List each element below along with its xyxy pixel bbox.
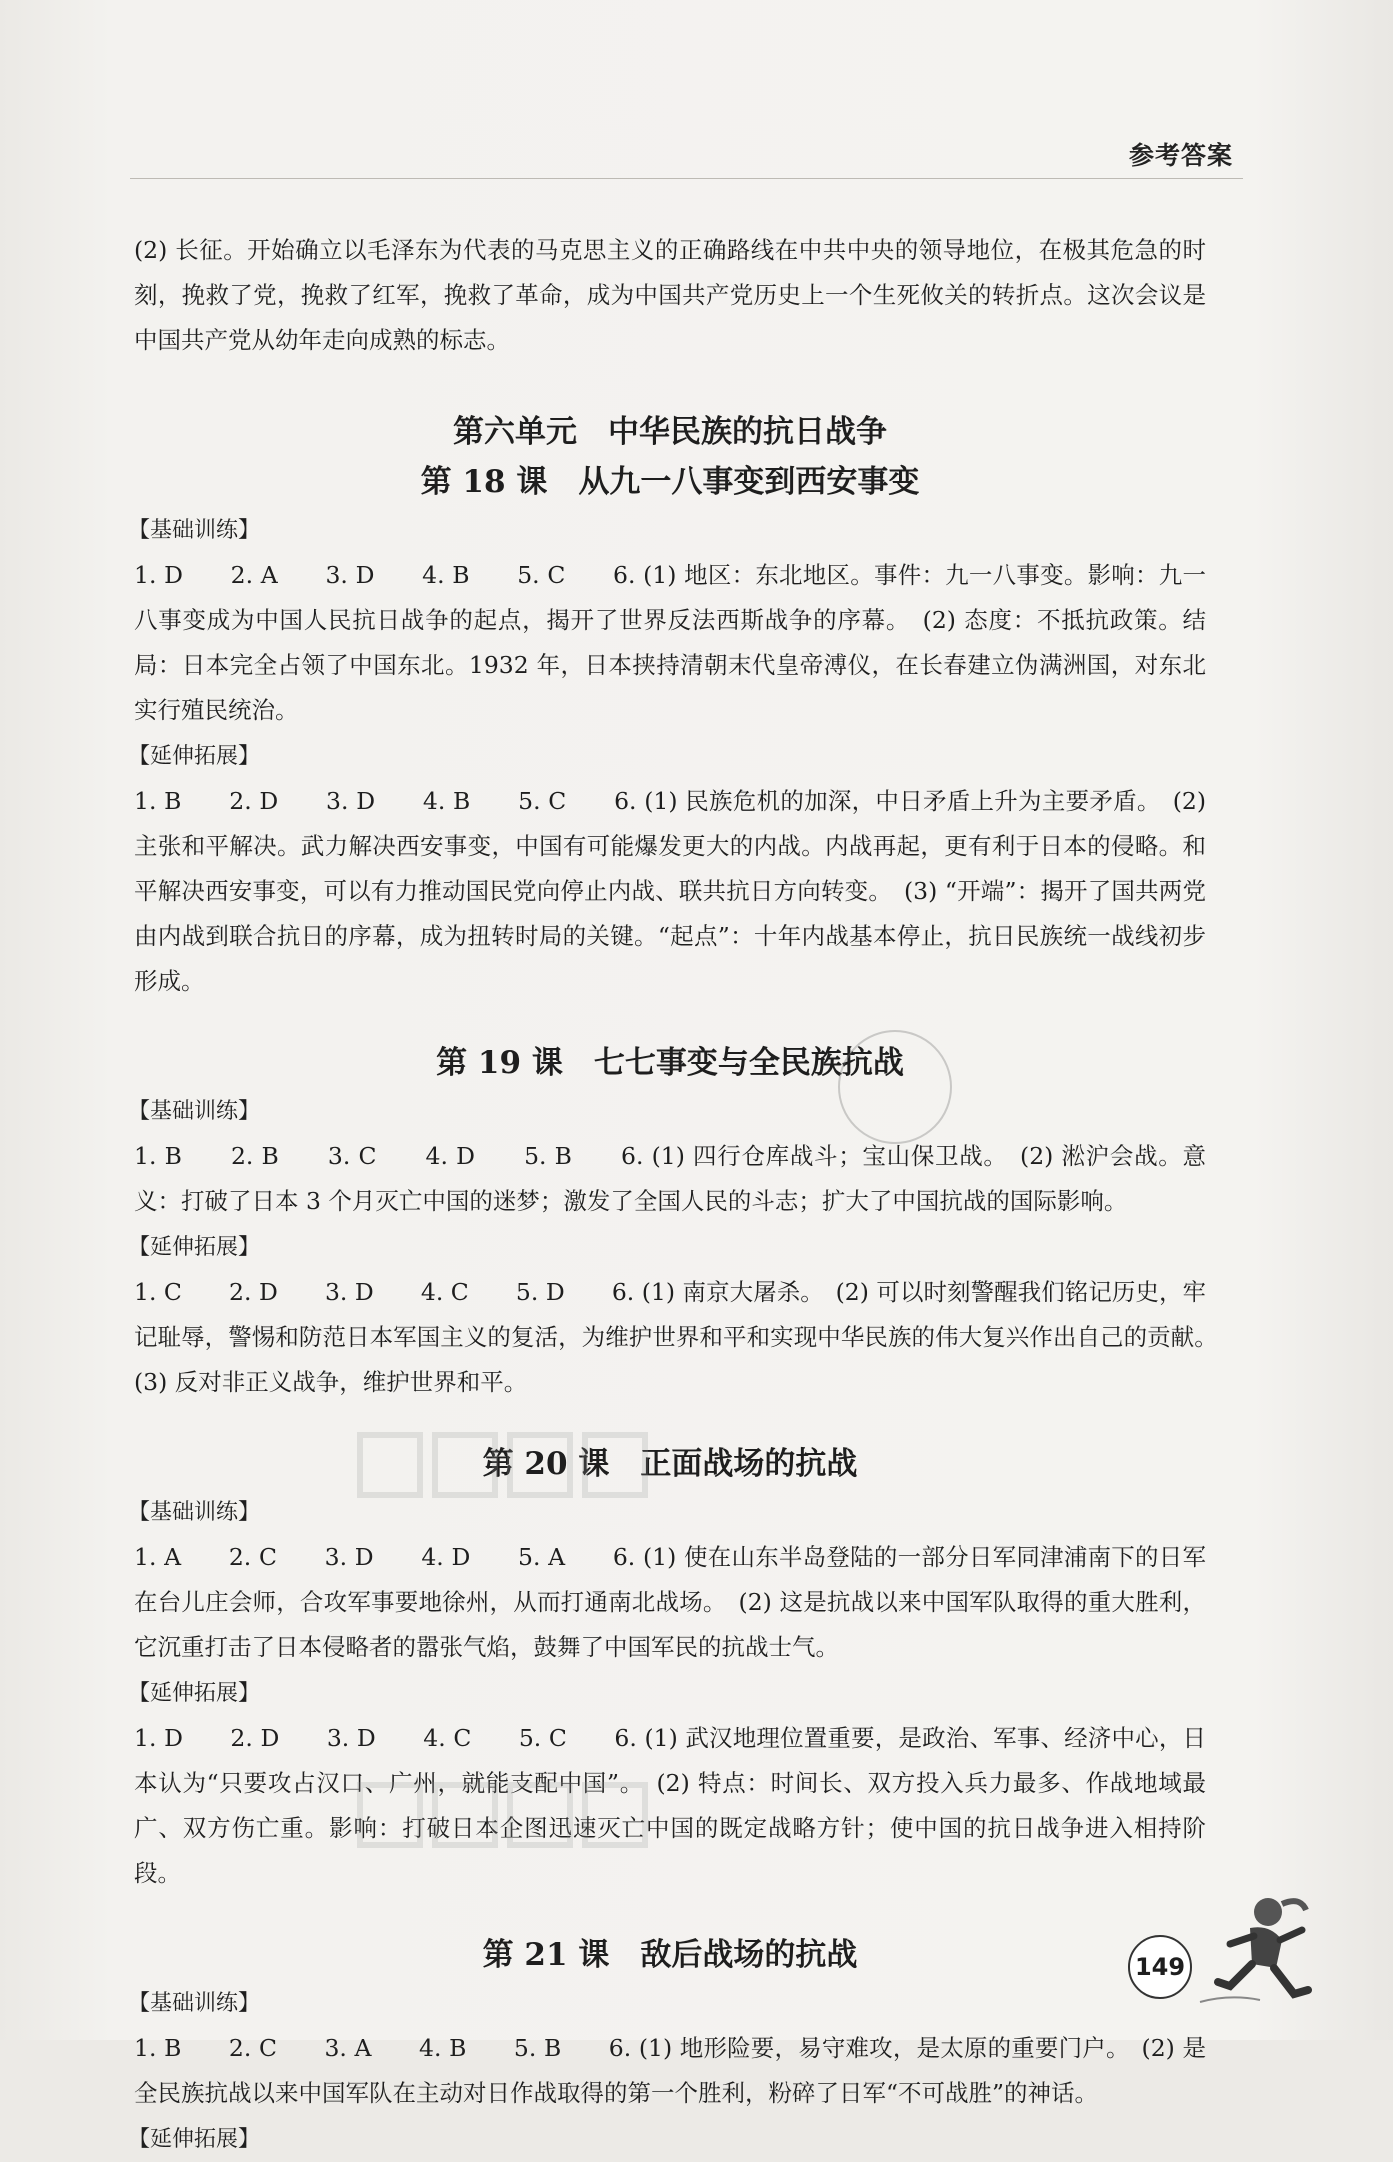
section-label-basic: 【基础训练】 (128, 1099, 261, 1124)
stamp-mark (838, 1030, 952, 1144)
section-label-extension: 【延伸拓展】 (128, 1235, 261, 1260)
lesson-title: 第 20 课 正面战场的抗战 (482, 1446, 858, 1482)
unit-title: 第六单元 中华民族的抗日战争 (453, 414, 887, 450)
section-label-basic: 【基础训练】 (128, 1500, 261, 1525)
watermark-shape (350, 1770, 650, 1879)
intro-paragraph: (2) 长征。开始确立以毛泽东为代表的马克思主义的正确路线在中共中央的领导地位，在极其危急的时刻，挽救了党，挽救了红军，挽救了革命，成为中国共产党历史上一个生死攸关的转折点。这次会议是中国共产党从幼年走向成熟的标志。 (134, 236, 1206, 354)
answer-paragraph: 1. B 2. D 3. D 4. B 5. C 6. (1) 民族危机的加深，中日矛盾上升为主要矛盾。 (2) 主张和平解决。武力解决西安事变，中国有可能爆发更大的内战。内战再起，更有利于日本的侵略。和平解决西安事变，可以有力推动国民党向停止内战、联共抗日方向转变。 (3) “开端”：揭开了国共两党由内战到联合抗日的序幕，成为扭转时局的关键。“起点”：十年内战基本停止，抗日民族统一战线初步形成。 (134, 787, 1206, 995)
section-label-extension: 【延伸拓展】 (128, 1681, 261, 1706)
watermark-shape (350, 1420, 650, 1529)
lesson-title: 第 18 课 从九一八事变到西安事变 (420, 464, 920, 500)
answer-paragraph: 1. B 2. B 3. C 4. D 5. B 6. (1) 四行仓库战斗；宝山保卫战。 (2) 淞沪会战。意义：打破了日本 3 个月灭亡中国的迷梦；激发了全国人民的斗志；扩大了中国抗战的国际影响。 (134, 1142, 1206, 1215)
watermark-glyphs (350, 1420, 650, 1510)
section-label-basic: 【基础训练】 (128, 518, 261, 543)
answer-content (128, 228, 1230, 2162)
answer-paragraph: 1. A 2. C 3. D 4. D 5. A 6. (1) 使在山东半岛登陆的一部分日军同津浦南下的日军在台儿庄会师，合攻军事要地徐州，从而打通南北战场。 (2) 这是抗战以来中国军队取得的重大胜利，它沉重打击了日本侵略者的嚣张气焰，鼓舞了中国军民的抗战士气。 (134, 1543, 1206, 1661)
watermark-glyphs (350, 1770, 650, 1860)
lesson-title: 第 19 课 七七事变与全民族抗战 (436, 1045, 904, 1081)
answer-paragraph: 1. C 2. D 3. D 4. C 5. D 6. (1) 南京大屠杀。 (2) 可以时刻警醒我们铭记历史，牢记耻辱，警惕和防范日本军国主义的复活，为维护世界和平和实现中华民族的伟大复兴作出自己的贡献。 (3) 反对非正义战争，维护世界和平。 (134, 1278, 1230, 1396)
page-number: 149 (1128, 1935, 1192, 1999)
lesson-title: 第 21 课 敌后战场的抗战 (482, 1937, 858, 1973)
answer-paragraph: 1. D 2. A 3. D 4. B 5. C 6. (1) 地区：东北地区。事件：九一八事变。影响：九一八事变成为中国人民抗日战争的起点，揭开了世界反法西斯战争的序幕。 (2) 态度：不抵抗政策。结局：日本完全占领了中国东北。1932 年，日本挟持清朝末代皇帝溥仪，在长春建立伪满洲国，对东北实行殖民统治。 (134, 561, 1206, 724)
header-label: 参考答案 (1128, 141, 1233, 170)
answer-paragraph: 1. D 2. D 3. D 4. C 5. C 6. (1) 武汉地理位置重要，是政治、军事、经济中心，日本认为“只要攻占汉口、广州，就能支配中国”。 (2) 特点：时间长、双方投入兵力最多、作战地域最广、双方伤亡重。影响：打破日本企图迅速灭亡中国的既定战略方针；使中国的抗日战争进入相持阶段。 (134, 1724, 1206, 1887)
section-label-extension: 【延伸拓展】 (128, 2127, 261, 2152)
running-child-icon (1190, 1890, 1320, 2010)
section-label-basic: 【基础训练】 (128, 1991, 261, 2016)
answer-paragraph: 1. B 2. C 3. A 4. B 5. B 6. (1) 地形险要，易守难攻，是太原的重要门户。 (2) 是全民族抗战以来中国军队在主动对日作战取得的第一个胜利，粉碎了日军“不可战胜”的神话。 (134, 2034, 1206, 2107)
header-divider (130, 178, 1243, 179)
section-label-extension: 【延伸拓展】 (128, 744, 261, 769)
